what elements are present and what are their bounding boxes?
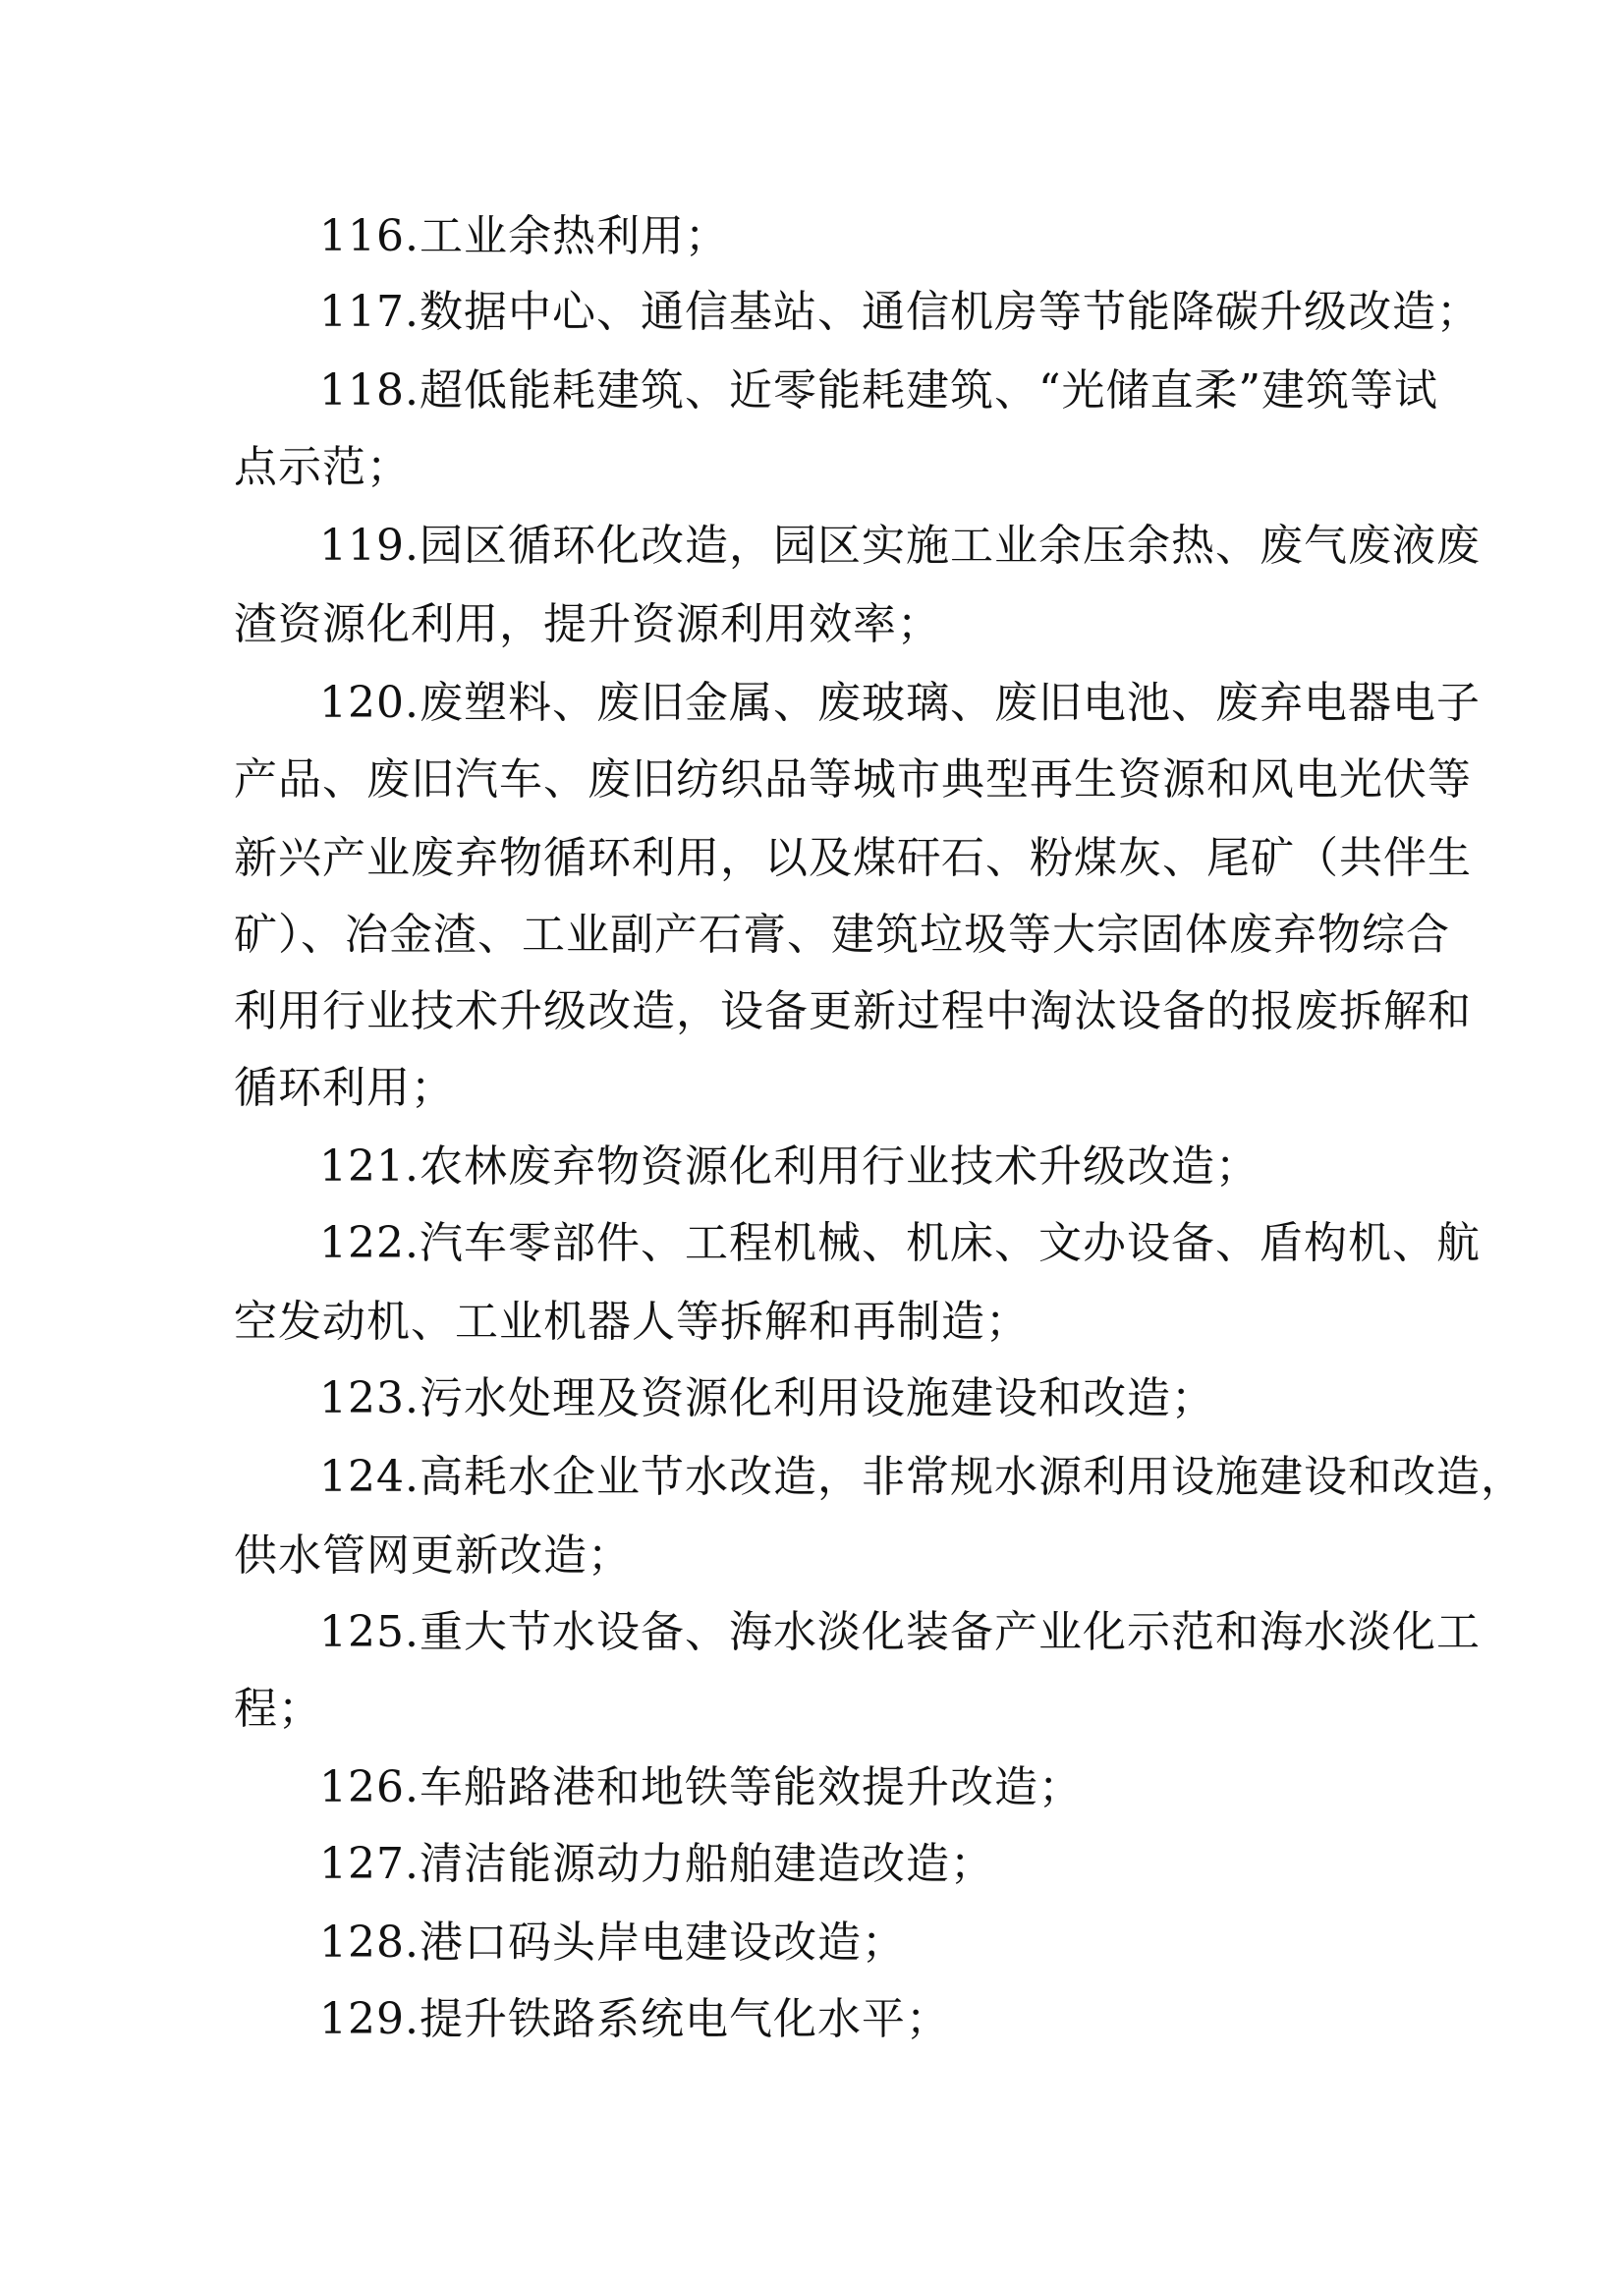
item-126-line-1: 126.车船路港和地铁等能效提升改造； — [319, 1762, 1083, 1812]
item-128-line-1: 128.港口码头岸电建设改造； — [319, 1918, 906, 1968]
item-120-line-2: 产品、废旧汽车、废旧纺织品等城市典型再生资源和风电光伏等 — [234, 754, 1472, 805]
item-118-line-1: 118.超低能耗建筑、近零能耗建筑、“光储直柔”建筑等试 — [319, 365, 1438, 416]
item-120-line-1: 120.废塑料、废旧金属、废玻璃、废旧电池、废弃电器电子 — [319, 678, 1481, 728]
item-117-line-1: 117.数据中心、通信基站、通信机房等节能降碳升级改造； — [319, 287, 1481, 337]
item-120-line-4: 矿）、冶金渣、工业副产石膏、建筑垃圾等大宗固体废弃物综合 — [234, 910, 1450, 960]
item-119-line-2: 渣资源化利用，提升资源利用效率； — [234, 599, 941, 649]
item-124-line-1: 124.高耗水企业节水改造，非常规水源利用设施建设和改造， — [319, 1452, 1525, 1502]
item-118-line-2: 点示范； — [234, 442, 411, 492]
item-119-line-1: 119.园区循环化改造，园区实施工业余压余热、废气废液废 — [319, 521, 1481, 571]
item-121-line-1: 121.农林废弃物资源化利用行业技术升级改造； — [319, 1141, 1260, 1192]
item-120-line-5: 利用行业技术升级改造，设备更新过程中淘汰设备的报废拆解和 — [234, 986, 1472, 1036]
item-125-line-1: 125.重大节水设备、海水淡化装备产业化示范和海水淡化工 — [319, 1607, 1481, 1657]
item-122-line-2: 空发动机、工业机器人等拆解和再制造； — [234, 1297, 1030, 1347]
item-125-line-2: 程； — [234, 1684, 322, 1734]
item-127-line-1: 127.清洁能源动力船舶建造改造； — [319, 1839, 994, 1889]
item-124-line-2: 供水管网更新改造； — [234, 1530, 632, 1581]
item-129-line-1: 129.提升铁路系统电气化水平； — [319, 1994, 950, 2044]
item-116-line-1: 116.工业余热利用； — [319, 211, 729, 261]
item-120-line-6: 循环利用； — [234, 1063, 455, 1113]
item-123-line-1: 123.污水处理及资源化利用设施建设和改造； — [319, 1373, 1215, 1423]
item-120-line-3: 新兴产业废弃物循环利用，以及煤矸石、粉煤灰、尾矿（共伴生 — [234, 833, 1472, 883]
item-122-line-1: 122.汽车零部件、工程机械、机床、文办设备、盾构机、航 — [319, 1218, 1481, 1268]
